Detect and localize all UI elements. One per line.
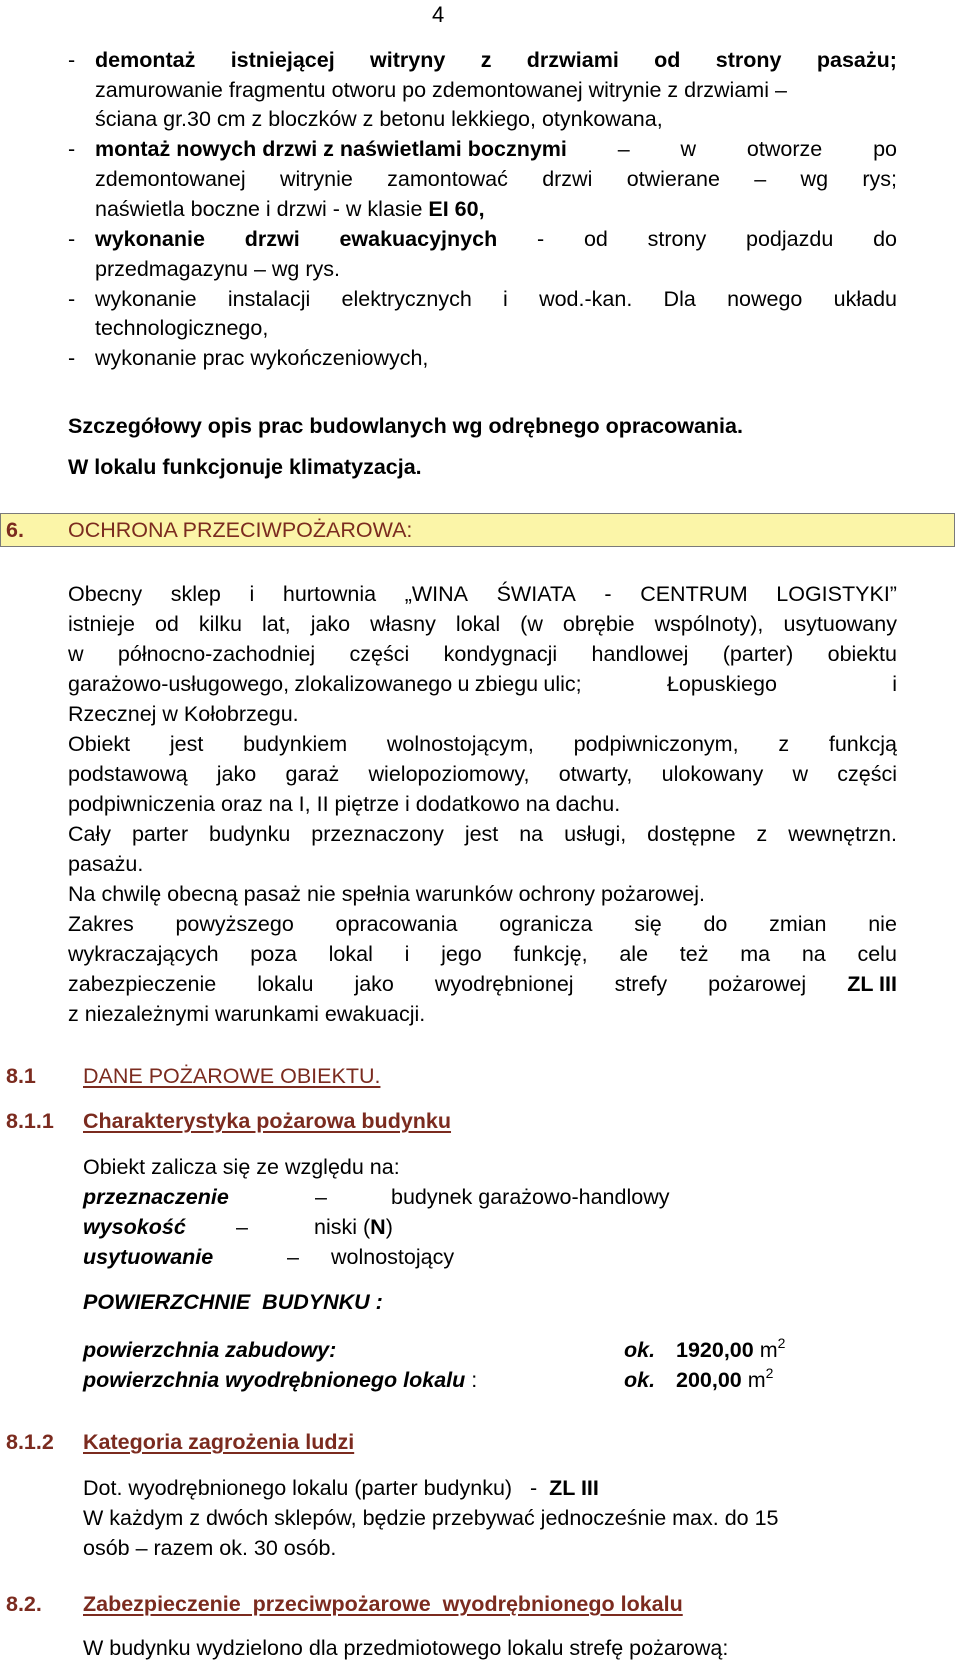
para1-line4: garażowo-usługowego, zlokalizowanego u zbiegu ulic; Łopuskiego i xyxy=(68,672,897,696)
area-label-unit: powierzchnia wyodrębnionego lokalu : xyxy=(83,1368,478,1392)
para3-line2: pasażu. xyxy=(68,852,144,876)
list-item-4-line2: technologicznego, xyxy=(95,316,269,340)
category-line3: osób – razem ok. 30 osób. xyxy=(83,1536,337,1560)
row-label-purpose: przeznaczenie xyxy=(83,1185,229,1209)
section-8-1-title: DANE POŻAROWE OBIEKTU. xyxy=(83,1064,381,1088)
section-8-1-1-title: Charakterystyka pożarowa budynku xyxy=(83,1109,452,1133)
area-value-built: 1920,00 $m^2$ xyxy=(676,1335,786,1362)
category-line1: Dot. wyodrębnionego lokalu (parter budynku) - ZL III xyxy=(83,1476,599,1500)
row-dash: – xyxy=(287,1245,299,1269)
para5-line3: zabezpieczenie lokalu jako wyodrębnionej strefy pożarowej ZL III xyxy=(68,972,897,996)
row-dash: – xyxy=(315,1185,327,1209)
areas-title: POWIERZCHNIE BUDYNKU : xyxy=(83,1290,383,1314)
list-item-4-line1: wykonanie instalacji elektrycznych i wod.-kan. Dla nowego układu xyxy=(95,287,897,311)
para3-line1: Cały parter budynku przeznaczony jest na usługi, dostępne z wewnętrzn. xyxy=(68,822,897,846)
row-dash: – xyxy=(236,1215,248,1239)
section-8-2-number: 8.2. xyxy=(6,1592,42,1616)
section-8-2-title: Zabezpieczenie przeciwpożarowe wyodrębnionego lokalu xyxy=(83,1592,683,1616)
row-value-purpose: budynek garażowo-handlowy xyxy=(391,1185,670,1209)
final-line: W budynku wydzielono dla przedmiotowego lokalu strefę pożarową: xyxy=(83,1636,729,1660)
para2-line3: podpiwniczenia oraz na I, II piętrze i dodatkowo na dachu. xyxy=(68,792,621,816)
list-item-2-line3: naświetla boczne i drzwi - w klasie EI 60, xyxy=(95,197,485,221)
list-item-3-line1: wykonanie drzwi ewakuacyjnych - od strony podjazdu do xyxy=(95,227,897,251)
list-dash: - xyxy=(68,137,76,161)
para1-line2: istnieje od kilku lat, jako własny lokal (w obrębie wspólnoty), usytuowany xyxy=(68,612,897,636)
area-ok: ok. xyxy=(624,1368,656,1392)
para1-line1: Obecny sklep i hurtownia „WINA ŚWIATA - CENTRUM LOGISTYKI” xyxy=(68,582,897,606)
row-value-location: wolnostojący xyxy=(331,1245,455,1269)
list-dash: - xyxy=(68,48,76,72)
row-label-height: wysokość xyxy=(83,1215,186,1239)
para5-line2: wykraczających poza lokal i jego funkcję, ale też ma na celu xyxy=(68,942,897,966)
area-ok: ok. xyxy=(624,1338,656,1362)
para5-line1: Zakres powyższego opracowania ogranicza się do zmian nie xyxy=(68,912,897,936)
section-8-1-1-number: 8.1.1 xyxy=(6,1109,54,1133)
list-item-3-line2: przedmagazynu – wg rys. xyxy=(95,257,340,281)
section-8-1-number: 8.1 xyxy=(6,1064,36,1088)
area-label-built: powierzchnia zabudowy: xyxy=(83,1338,337,1362)
list-item-5-line1: wykonanie prac wykończeniowych, xyxy=(95,346,429,370)
list-item-2-line1: montaż nowych drzwi z naświetlami bocznymi – w otworze po xyxy=(95,137,897,161)
list-item-1-line3: ściana gr.30 cm z bloczków z betonu lekkiego, otynkowana, xyxy=(95,107,663,131)
list-dash: - xyxy=(68,227,76,251)
list-item-2-line2: zdemontowanej witrynie zamontować drzwi otwierane – wg rys; xyxy=(95,167,897,191)
section-6-title: OCHRONA PRZECIWPOŻAROWA: xyxy=(68,518,413,542)
list-dash: - xyxy=(68,287,76,311)
category-line2: W każdym z dwóch sklepów, będzie przebywać jednocześnie max. do 15 xyxy=(83,1506,779,1530)
building-intro: Obiekt zalicza się ze względu na: xyxy=(83,1155,400,1179)
para2-line1: Obiekt jest budynkiem wolnostojącym, podpiwniczonym, z funkcją xyxy=(68,732,897,756)
row-label-location: usytuowanie xyxy=(83,1245,214,1269)
row-value-height: niski (N) xyxy=(314,1215,393,1239)
note-detailed-description: Szczegółowy opis prac budowlanych wg odrębnego opracowania. xyxy=(68,414,743,438)
section-6-number: 6. xyxy=(6,518,24,542)
list-item-1-line1: demontaż istniejącej witryny z drzwiami od strony pasażu; xyxy=(95,48,897,72)
list-item-1-line2: zamurowanie fragmentu otworu po zdemontowanej witrynie z drzwiami – xyxy=(95,78,787,102)
area-value-unit: 200,00 $m^2$ xyxy=(676,1365,774,1392)
note-air-conditioning: W lokalu funkcjonuje klimatyzacja. xyxy=(68,455,422,479)
section-8-1-2-number: 8.1.2 xyxy=(6,1430,54,1454)
para1-line3: w północno-zachodniej części kondygnacji handlowej (parter) obiektu xyxy=(68,642,897,666)
para1-line5: Rzecznej w Kołobrzegu. xyxy=(68,702,299,726)
para2-line2: podstawową jako garaż wielopoziomowy, otwarty, ulokowany w części xyxy=(68,762,897,786)
para4-line1: Na chwilę obecną pasaż nie spełnia warunków ochrony pożarowej. xyxy=(68,882,706,906)
page-number: 4 xyxy=(432,2,445,27)
list-dash: - xyxy=(68,346,76,370)
section-8-1-2-title: Kategoria zagrożenia ludzi xyxy=(83,1430,355,1454)
para5-line4: z niezależnymi warunkami ewakuacji. xyxy=(68,1002,426,1026)
